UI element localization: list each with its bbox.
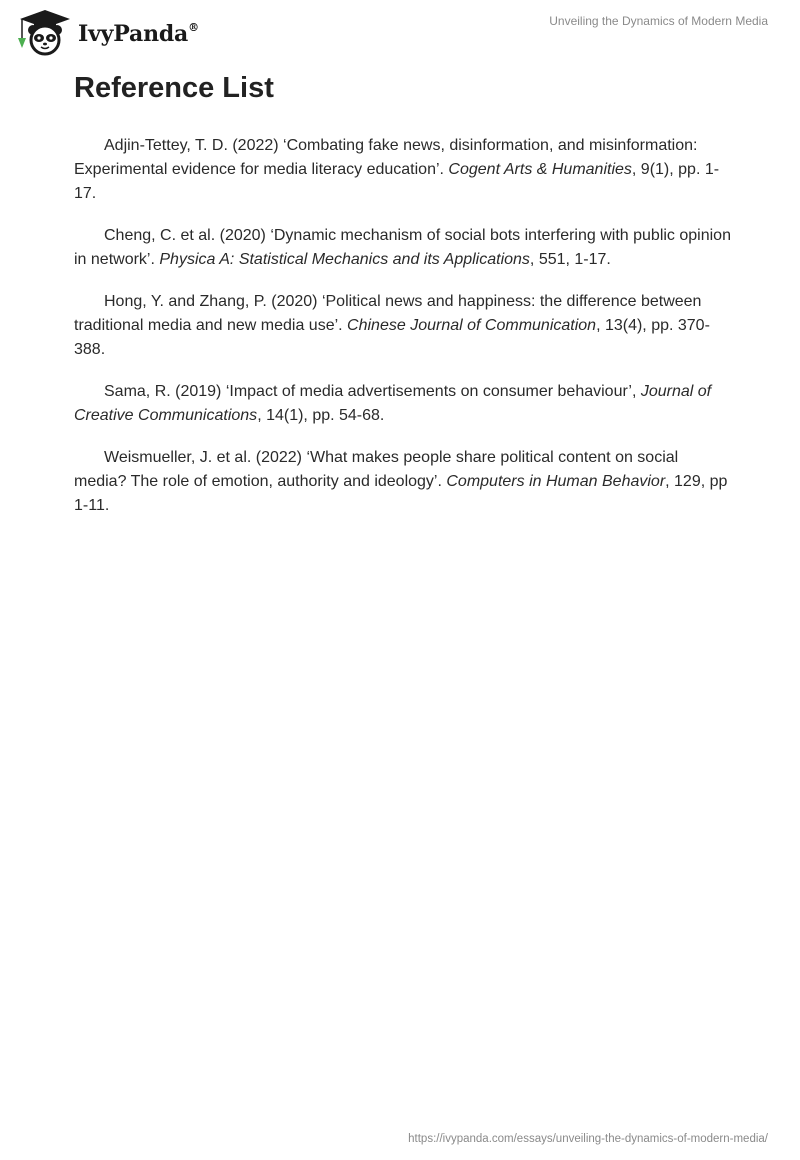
page-header xyxy=(0,0,800,60)
reference-item: Hong, Y. and Zhang, P. (2020) ‘Political news and happiness: the difference between traditional media and new media use’. Chinese Journal of Communication, 13(4), pp. 370-388. xyxy=(74,293,710,358)
source-url-link[interactable]: https://ivypanda.com/essays/unveiling-the-dynamics-of-modern-media/ xyxy=(408,1133,768,1145)
document-title: Unveiling the Dynamics of Modern Media xyxy=(549,14,768,28)
reference-item: Weismueller, J. et al. (2022) ‘What makes people share political content on social media? The role of emotion, authority and ideology’. Computers in Human Behavior, 129, pp 1-11. xyxy=(74,449,728,514)
brand-name: IvyPanda® xyxy=(78,20,199,47)
reference-item: Sama, R. (2019) ‘Impact of media advertisements on consumer behaviour’, Journal of Creative Communications, 14(1), pp. 54-68. xyxy=(74,383,712,424)
page-title: Reference List xyxy=(74,72,274,104)
reference-item: Adjin-Tettey, T. D. (2022) ‘Combating fake news, disinformation, and misinformation: Experimental evidence for media literacy education’. Cogent Arts & Humanities, 9(1), pp. 1-17. xyxy=(74,137,720,202)
panda-graduate-icon xyxy=(14,8,76,58)
reference-list xyxy=(74,134,734,536)
ivypanda-logo[interactable] xyxy=(14,8,199,58)
registered-mark: ® xyxy=(188,20,199,34)
reference-item: Cheng, C. et al. (2020) ‘Dynamic mechanism of social bots interfering with public opinion in network’. Physica A: Statistical Mechanics and its Applications, 551, 1-17. xyxy=(74,227,731,268)
